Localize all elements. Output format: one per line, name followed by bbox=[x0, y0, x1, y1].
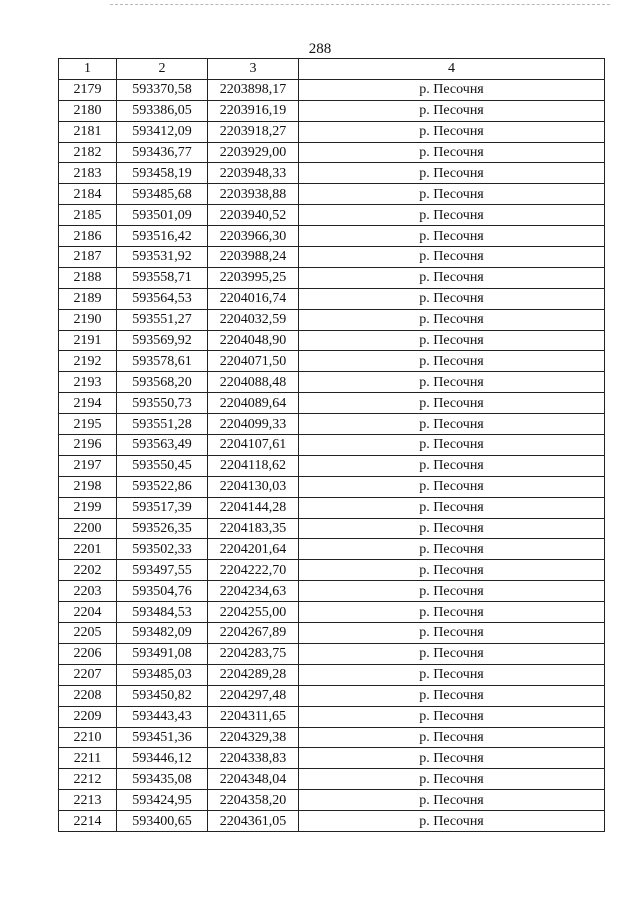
table-row bbox=[59, 414, 605, 435]
description-cell: р. Песочня bbox=[299, 163, 605, 184]
table-row bbox=[59, 163, 605, 184]
y-coordinate-cell: 2204201,64 bbox=[208, 539, 299, 560]
description-cell: р. Песочня bbox=[299, 497, 605, 518]
header-col-3: 3 bbox=[208, 59, 299, 80]
y-coordinate-cell: 2204289,28 bbox=[208, 664, 299, 685]
x-coordinate-cell: 593516,42 bbox=[117, 226, 208, 247]
point-number-cell: 2187 bbox=[59, 247, 117, 268]
point-number-cell: 2201 bbox=[59, 539, 117, 560]
table-row bbox=[59, 226, 605, 247]
x-coordinate-cell: 593446,12 bbox=[117, 748, 208, 769]
point-number-cell: 2214 bbox=[59, 811, 117, 832]
y-coordinate-cell: 2203966,30 bbox=[208, 226, 299, 247]
x-coordinate-cell: 593578,61 bbox=[117, 351, 208, 372]
description-cell: р. Песочня bbox=[299, 309, 605, 330]
page-number: 288 bbox=[308, 41, 332, 57]
description-cell: р. Песочня bbox=[299, 727, 605, 748]
y-coordinate-cell: 2204361,05 bbox=[208, 811, 299, 832]
description-cell: р. Песочня bbox=[299, 581, 605, 602]
description-cell: р. Песочня bbox=[299, 685, 605, 706]
x-coordinate-cell: 593484,53 bbox=[117, 602, 208, 623]
x-coordinate-cell: 593482,09 bbox=[117, 623, 208, 644]
y-coordinate-cell: 2204329,38 bbox=[208, 727, 299, 748]
table-row bbox=[59, 205, 605, 226]
description-cell: р. Песочня bbox=[299, 288, 605, 309]
table-row bbox=[59, 706, 605, 727]
description-cell: р. Песочня bbox=[299, 560, 605, 581]
point-number-cell: 2179 bbox=[59, 79, 117, 100]
y-coordinate-cell: 2204234,63 bbox=[208, 581, 299, 602]
x-coordinate-cell: 593551,27 bbox=[117, 309, 208, 330]
header-row bbox=[59, 59, 605, 80]
point-number-cell: 2193 bbox=[59, 372, 117, 393]
x-coordinate-cell: 593517,39 bbox=[117, 497, 208, 518]
table-row bbox=[59, 602, 605, 623]
description-cell: р. Песочня bbox=[299, 121, 605, 142]
y-coordinate-cell: 2204297,48 bbox=[208, 685, 299, 706]
point-number-cell: 2195 bbox=[59, 414, 117, 435]
description-cell: р. Песочня bbox=[299, 706, 605, 727]
point-number-cell: 2202 bbox=[59, 560, 117, 581]
table-row bbox=[59, 685, 605, 706]
x-coordinate-cell: 593458,19 bbox=[117, 163, 208, 184]
table-row bbox=[59, 539, 605, 560]
description-cell: р. Песочня bbox=[299, 351, 605, 372]
y-coordinate-cell: 2203940,52 bbox=[208, 205, 299, 226]
table-row bbox=[59, 184, 605, 205]
point-number-cell: 2182 bbox=[59, 142, 117, 163]
table-row bbox=[59, 121, 605, 142]
description-cell: р. Песочня bbox=[299, 100, 605, 121]
y-coordinate-cell: 2204311,65 bbox=[208, 706, 299, 727]
y-coordinate-cell: 2204183,35 bbox=[208, 518, 299, 539]
point-number-cell: 2181 bbox=[59, 121, 117, 142]
point-number-cell: 2203 bbox=[59, 581, 117, 602]
description-cell: р. Песочня bbox=[299, 414, 605, 435]
table-row bbox=[59, 100, 605, 121]
y-coordinate-cell: 2203918,27 bbox=[208, 121, 299, 142]
table-header bbox=[59, 59, 605, 80]
x-coordinate-cell: 593563,49 bbox=[117, 435, 208, 456]
point-number-cell: 2188 bbox=[59, 267, 117, 288]
table-row bbox=[59, 664, 605, 685]
description-cell: р. Песочня bbox=[299, 455, 605, 476]
description-cell: р. Песочня bbox=[299, 539, 605, 560]
description-cell: р. Песочня bbox=[299, 435, 605, 456]
table-row bbox=[59, 309, 605, 330]
x-coordinate-cell: 593497,55 bbox=[117, 560, 208, 581]
description-cell: р. Песочня bbox=[299, 769, 605, 790]
description-cell: р. Песочня bbox=[299, 226, 605, 247]
y-coordinate-cell: 2203948,33 bbox=[208, 163, 299, 184]
table-row bbox=[59, 623, 605, 644]
point-number-cell: 2208 bbox=[59, 685, 117, 706]
x-coordinate-cell: 593522,86 bbox=[117, 476, 208, 497]
y-coordinate-cell: 2204048,90 bbox=[208, 330, 299, 351]
point-number-cell: 2190 bbox=[59, 309, 117, 330]
x-coordinate-cell: 593435,08 bbox=[117, 769, 208, 790]
x-coordinate-cell: 593558,71 bbox=[117, 267, 208, 288]
header-col-2: 2 bbox=[117, 59, 208, 80]
description-cell: р. Песочня bbox=[299, 811, 605, 832]
point-number-cell: 2196 bbox=[59, 435, 117, 456]
table-row bbox=[59, 288, 605, 309]
header-col-1: 1 bbox=[59, 59, 117, 80]
y-coordinate-cell: 2204118,62 bbox=[208, 455, 299, 476]
table-row bbox=[59, 351, 605, 372]
x-coordinate-cell: 593491,08 bbox=[117, 643, 208, 664]
table-row bbox=[59, 643, 605, 664]
description-cell: р. Песочня bbox=[299, 372, 605, 393]
table-row bbox=[59, 581, 605, 602]
x-coordinate-cell: 593424,95 bbox=[117, 790, 208, 811]
point-number-cell: 2184 bbox=[59, 184, 117, 205]
x-coordinate-cell: 593551,28 bbox=[117, 414, 208, 435]
scan-artifact-line bbox=[110, 4, 610, 5]
x-coordinate-cell: 593501,09 bbox=[117, 205, 208, 226]
description-cell: р. Песочня bbox=[299, 79, 605, 100]
point-number-cell: 2198 bbox=[59, 476, 117, 497]
table-row bbox=[59, 560, 605, 581]
y-coordinate-cell: 2204089,64 bbox=[208, 393, 299, 414]
y-coordinate-cell: 2204099,33 bbox=[208, 414, 299, 435]
point-number-cell: 2200 bbox=[59, 518, 117, 539]
coordinates-table bbox=[58, 58, 605, 832]
y-coordinate-cell: 2204358,20 bbox=[208, 790, 299, 811]
x-coordinate-cell: 593443,43 bbox=[117, 706, 208, 727]
y-coordinate-cell: 2203898,17 bbox=[208, 79, 299, 100]
table-row bbox=[59, 518, 605, 539]
description-cell: р. Песочня bbox=[299, 330, 605, 351]
y-coordinate-cell: 2204071,50 bbox=[208, 351, 299, 372]
description-cell: р. Песочня bbox=[299, 623, 605, 644]
description-cell: р. Песочня bbox=[299, 476, 605, 497]
y-coordinate-cell: 2204032,59 bbox=[208, 309, 299, 330]
table-row bbox=[59, 455, 605, 476]
x-coordinate-cell: 593564,53 bbox=[117, 288, 208, 309]
table-row bbox=[59, 748, 605, 769]
x-coordinate-cell: 593485,03 bbox=[117, 664, 208, 685]
point-number-cell: 2185 bbox=[59, 205, 117, 226]
description-cell: р. Песочня bbox=[299, 205, 605, 226]
x-coordinate-cell: 593526,35 bbox=[117, 518, 208, 539]
table-row bbox=[59, 811, 605, 832]
y-coordinate-cell: 2204222,70 bbox=[208, 560, 299, 581]
point-number-cell: 2213 bbox=[59, 790, 117, 811]
point-number-cell: 2204 bbox=[59, 602, 117, 623]
table-row bbox=[59, 393, 605, 414]
x-coordinate-cell: 593450,82 bbox=[117, 685, 208, 706]
table-row bbox=[59, 247, 605, 268]
point-number-cell: 2199 bbox=[59, 497, 117, 518]
x-coordinate-cell: 593436,77 bbox=[117, 142, 208, 163]
point-number-cell: 2207 bbox=[59, 664, 117, 685]
description-cell: р. Песочня bbox=[299, 748, 605, 769]
point-number-cell: 2205 bbox=[59, 623, 117, 644]
y-coordinate-cell: 2204144,28 bbox=[208, 497, 299, 518]
x-coordinate-cell: 593568,20 bbox=[117, 372, 208, 393]
table-row bbox=[59, 330, 605, 351]
x-coordinate-cell: 593550,45 bbox=[117, 455, 208, 476]
table-row bbox=[59, 727, 605, 748]
table-row bbox=[59, 267, 605, 288]
point-number-cell: 2209 bbox=[59, 706, 117, 727]
table-row bbox=[59, 435, 605, 456]
x-coordinate-cell: 593451,36 bbox=[117, 727, 208, 748]
x-coordinate-cell: 593400,65 bbox=[117, 811, 208, 832]
point-number-cell: 2189 bbox=[59, 288, 117, 309]
point-number-cell: 2197 bbox=[59, 455, 117, 476]
x-coordinate-cell: 593485,68 bbox=[117, 184, 208, 205]
table-row bbox=[59, 79, 605, 100]
y-coordinate-cell: 2204016,74 bbox=[208, 288, 299, 309]
point-number-cell: 2180 bbox=[59, 100, 117, 121]
table-row bbox=[59, 790, 605, 811]
y-coordinate-cell: 2204348,04 bbox=[208, 769, 299, 790]
point-number-cell: 2206 bbox=[59, 643, 117, 664]
x-coordinate-cell: 593550,73 bbox=[117, 393, 208, 414]
header-col-4: 4 bbox=[299, 59, 605, 80]
table-row bbox=[59, 372, 605, 393]
x-coordinate-cell: 593531,92 bbox=[117, 247, 208, 268]
y-coordinate-cell: 2204130,03 bbox=[208, 476, 299, 497]
x-coordinate-cell: 593386,05 bbox=[117, 100, 208, 121]
y-coordinate-cell: 2204267,89 bbox=[208, 623, 299, 644]
description-cell: р. Песочня bbox=[299, 184, 605, 205]
y-coordinate-cell: 2204088,48 bbox=[208, 372, 299, 393]
description-cell: р. Песочня bbox=[299, 518, 605, 539]
point-number-cell: 2183 bbox=[59, 163, 117, 184]
x-coordinate-cell: 593504,76 bbox=[117, 581, 208, 602]
point-number-cell: 2191 bbox=[59, 330, 117, 351]
point-number-cell: 2192 bbox=[59, 351, 117, 372]
table-row bbox=[59, 769, 605, 790]
point-number-cell: 2186 bbox=[59, 226, 117, 247]
table-row bbox=[59, 142, 605, 163]
description-cell: р. Песочня bbox=[299, 643, 605, 664]
x-coordinate-cell: 593569,92 bbox=[117, 330, 208, 351]
description-cell: р. Песочня bbox=[299, 790, 605, 811]
point-number-cell: 2210 bbox=[59, 727, 117, 748]
description-cell: р. Песочня bbox=[299, 247, 605, 268]
y-coordinate-cell: 2204107,61 bbox=[208, 435, 299, 456]
y-coordinate-cell: 2203938,88 bbox=[208, 184, 299, 205]
point-number-cell: 2194 bbox=[59, 393, 117, 414]
description-cell: р. Песочня bbox=[299, 602, 605, 623]
description-cell: р. Песочня bbox=[299, 142, 605, 163]
x-coordinate-cell: 593412,09 bbox=[117, 121, 208, 142]
x-coordinate-cell: 593502,33 bbox=[117, 539, 208, 560]
description-cell: р. Песочня bbox=[299, 267, 605, 288]
y-coordinate-cell: 2203995,25 bbox=[208, 267, 299, 288]
point-number-cell: 2212 bbox=[59, 769, 117, 790]
description-cell: р. Песочня bbox=[299, 664, 605, 685]
table-row bbox=[59, 497, 605, 518]
x-coordinate-cell: 593370,58 bbox=[117, 79, 208, 100]
y-coordinate-cell: 2204255,00 bbox=[208, 602, 299, 623]
table-body bbox=[59, 79, 605, 831]
y-coordinate-cell: 2203988,24 bbox=[208, 247, 299, 268]
y-coordinate-cell: 2204283,75 bbox=[208, 643, 299, 664]
y-coordinate-cell: 2203929,00 bbox=[208, 142, 299, 163]
table-row bbox=[59, 476, 605, 497]
y-coordinate-cell: 2203916,19 bbox=[208, 100, 299, 121]
description-cell: р. Песочня bbox=[299, 393, 605, 414]
point-number-cell: 2211 bbox=[59, 748, 117, 769]
y-coordinate-cell: 2204338,83 bbox=[208, 748, 299, 769]
